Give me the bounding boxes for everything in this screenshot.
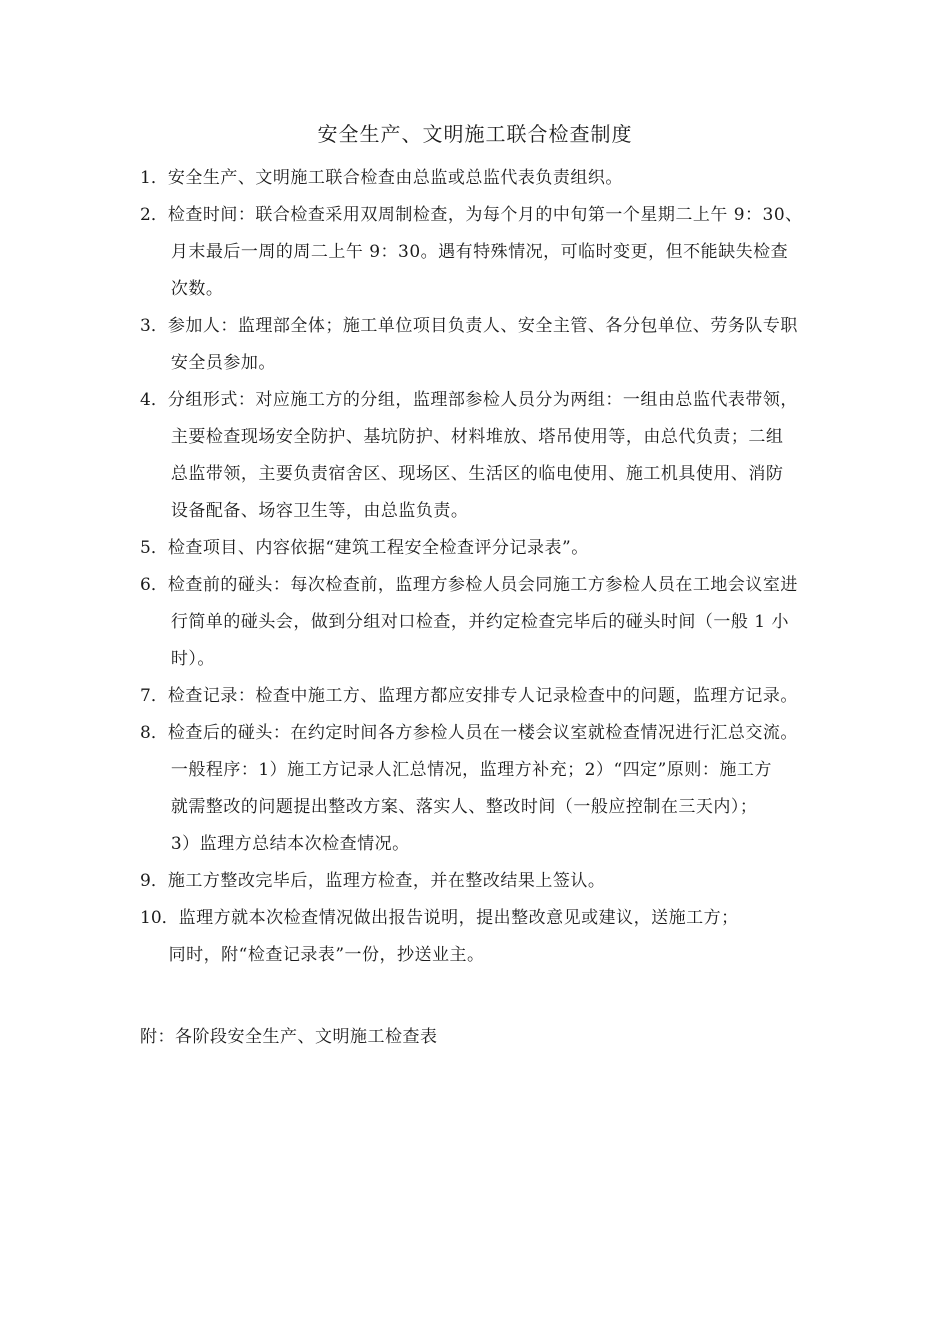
rule-item — [140, 197, 870, 308]
rule-number: 3． — [140, 316, 168, 336]
rule-text: 安全生产、文明施工联合检查由总监或总监代表负责组织。 — [167, 168, 623, 188]
rule-text-continuation: 就需整改的问题提出整改方案、落实人、整改时间（一般应控制在三天内）； — [170, 797, 758, 817]
rule-text-continuation: 3）监理方总结本次检查情况。 — [170, 834, 410, 854]
rule-item — [140, 715, 870, 863]
attachment-note: 附：各阶段安全生产、文明施工检查表 — [140, 1027, 438, 1047]
rule-text: 参加人：监理部全体；施工单位项目负责人、安全主管、各分包单位、劳务队专职 — [167, 316, 798, 336]
rule-number: 10． — [140, 908, 179, 928]
rule-text-continuation: 月末最后一周的周二上午 9：30。遇有特殊情况，可临时变更，但不能缺失检查 — [170, 242, 789, 262]
rule-text: 检查记录：检查中施工方、监理方都应安排专人记录检查中的问题，监理方记录。 — [167, 686, 798, 706]
rule-item — [140, 678, 870, 715]
rule-text-continuation: 行简单的碰头会，做到分组对口检查，并约定检查完毕后的碰头时间（一般 1 小 — [170, 612, 789, 632]
rule-text: 检查时间：联合检查采用双周制检查，为每个月的中旬第一个星期二上午 9：30、 — [167, 205, 803, 225]
rule-number: 2． — [140, 205, 168, 225]
document-title: 安全生产、文明施工联合检查制度 — [317, 122, 633, 146]
rule-text: 检查后的碰头：在约定时间各方参检人员在一楼会议室就检查情况进行汇总交流。 — [167, 723, 798, 743]
rule-number: 1． — [140, 168, 168, 188]
rule-item — [140, 567, 870, 678]
rule-item — [140, 530, 870, 567]
rule-number: 7． — [140, 686, 168, 706]
rule-item — [140, 900, 870, 974]
rule-text: 监理方就本次检查情况做出报告说明，提出整改意见或建议，送施工方； — [178, 908, 739, 928]
rule-text: 检查前的碰头：每次检查前，监理方参检人员会同施工方参检人员在工地会议室进 — [167, 575, 798, 595]
rule-number: 6． — [140, 575, 168, 595]
rule-text-continuation: 同时，附“检查记录表”一份，抄送业主。 — [168, 945, 485, 965]
rule-item — [140, 160, 870, 197]
rule-text-continuation: 安全员参加。 — [170, 353, 276, 373]
rule-text-continuation: 设备配备、场容卫生等，由总监负责。 — [170, 501, 469, 521]
rule-text-continuation: 一般程序：1）施工方记录人汇总情况，监理方补充；2）“四定”原则：施工方 — [170, 760, 772, 780]
rule-item — [140, 382, 870, 530]
rule-item — [140, 863, 870, 900]
rule-text-continuation: 时）。 — [170, 649, 215, 669]
rules-list — [140, 160, 870, 974]
rule-text: 分组形式：对应施工方的分组，监理部参检人员分为两组：一组由总监代表带领， — [167, 390, 798, 410]
rule-text-continuation: 总监带领，主要负责宿舍区、现场区、生活区的临电使用、施工机具使用、消防 — [170, 464, 784, 484]
rule-number: 4． — [140, 390, 168, 410]
rule-number: 5． — [140, 538, 168, 558]
rule-text-continuation: 主要检查现场安全防护、基坑防护、材料堆放、塔吊使用等，由总代负责；二组 — [170, 427, 784, 447]
rule-item — [140, 308, 870, 382]
rule-text: 检查项目、内容依据“建筑工程安全检查评分记录表”。 — [167, 538, 589, 558]
rule-text-continuation: 次数。 — [170, 279, 224, 299]
rule-text: 施工方整改完毕后，监理方检查，并在整改结果上签认。 — [167, 871, 606, 891]
rule-number: 8． — [140, 723, 168, 743]
rule-number: 9． — [140, 871, 168, 891]
